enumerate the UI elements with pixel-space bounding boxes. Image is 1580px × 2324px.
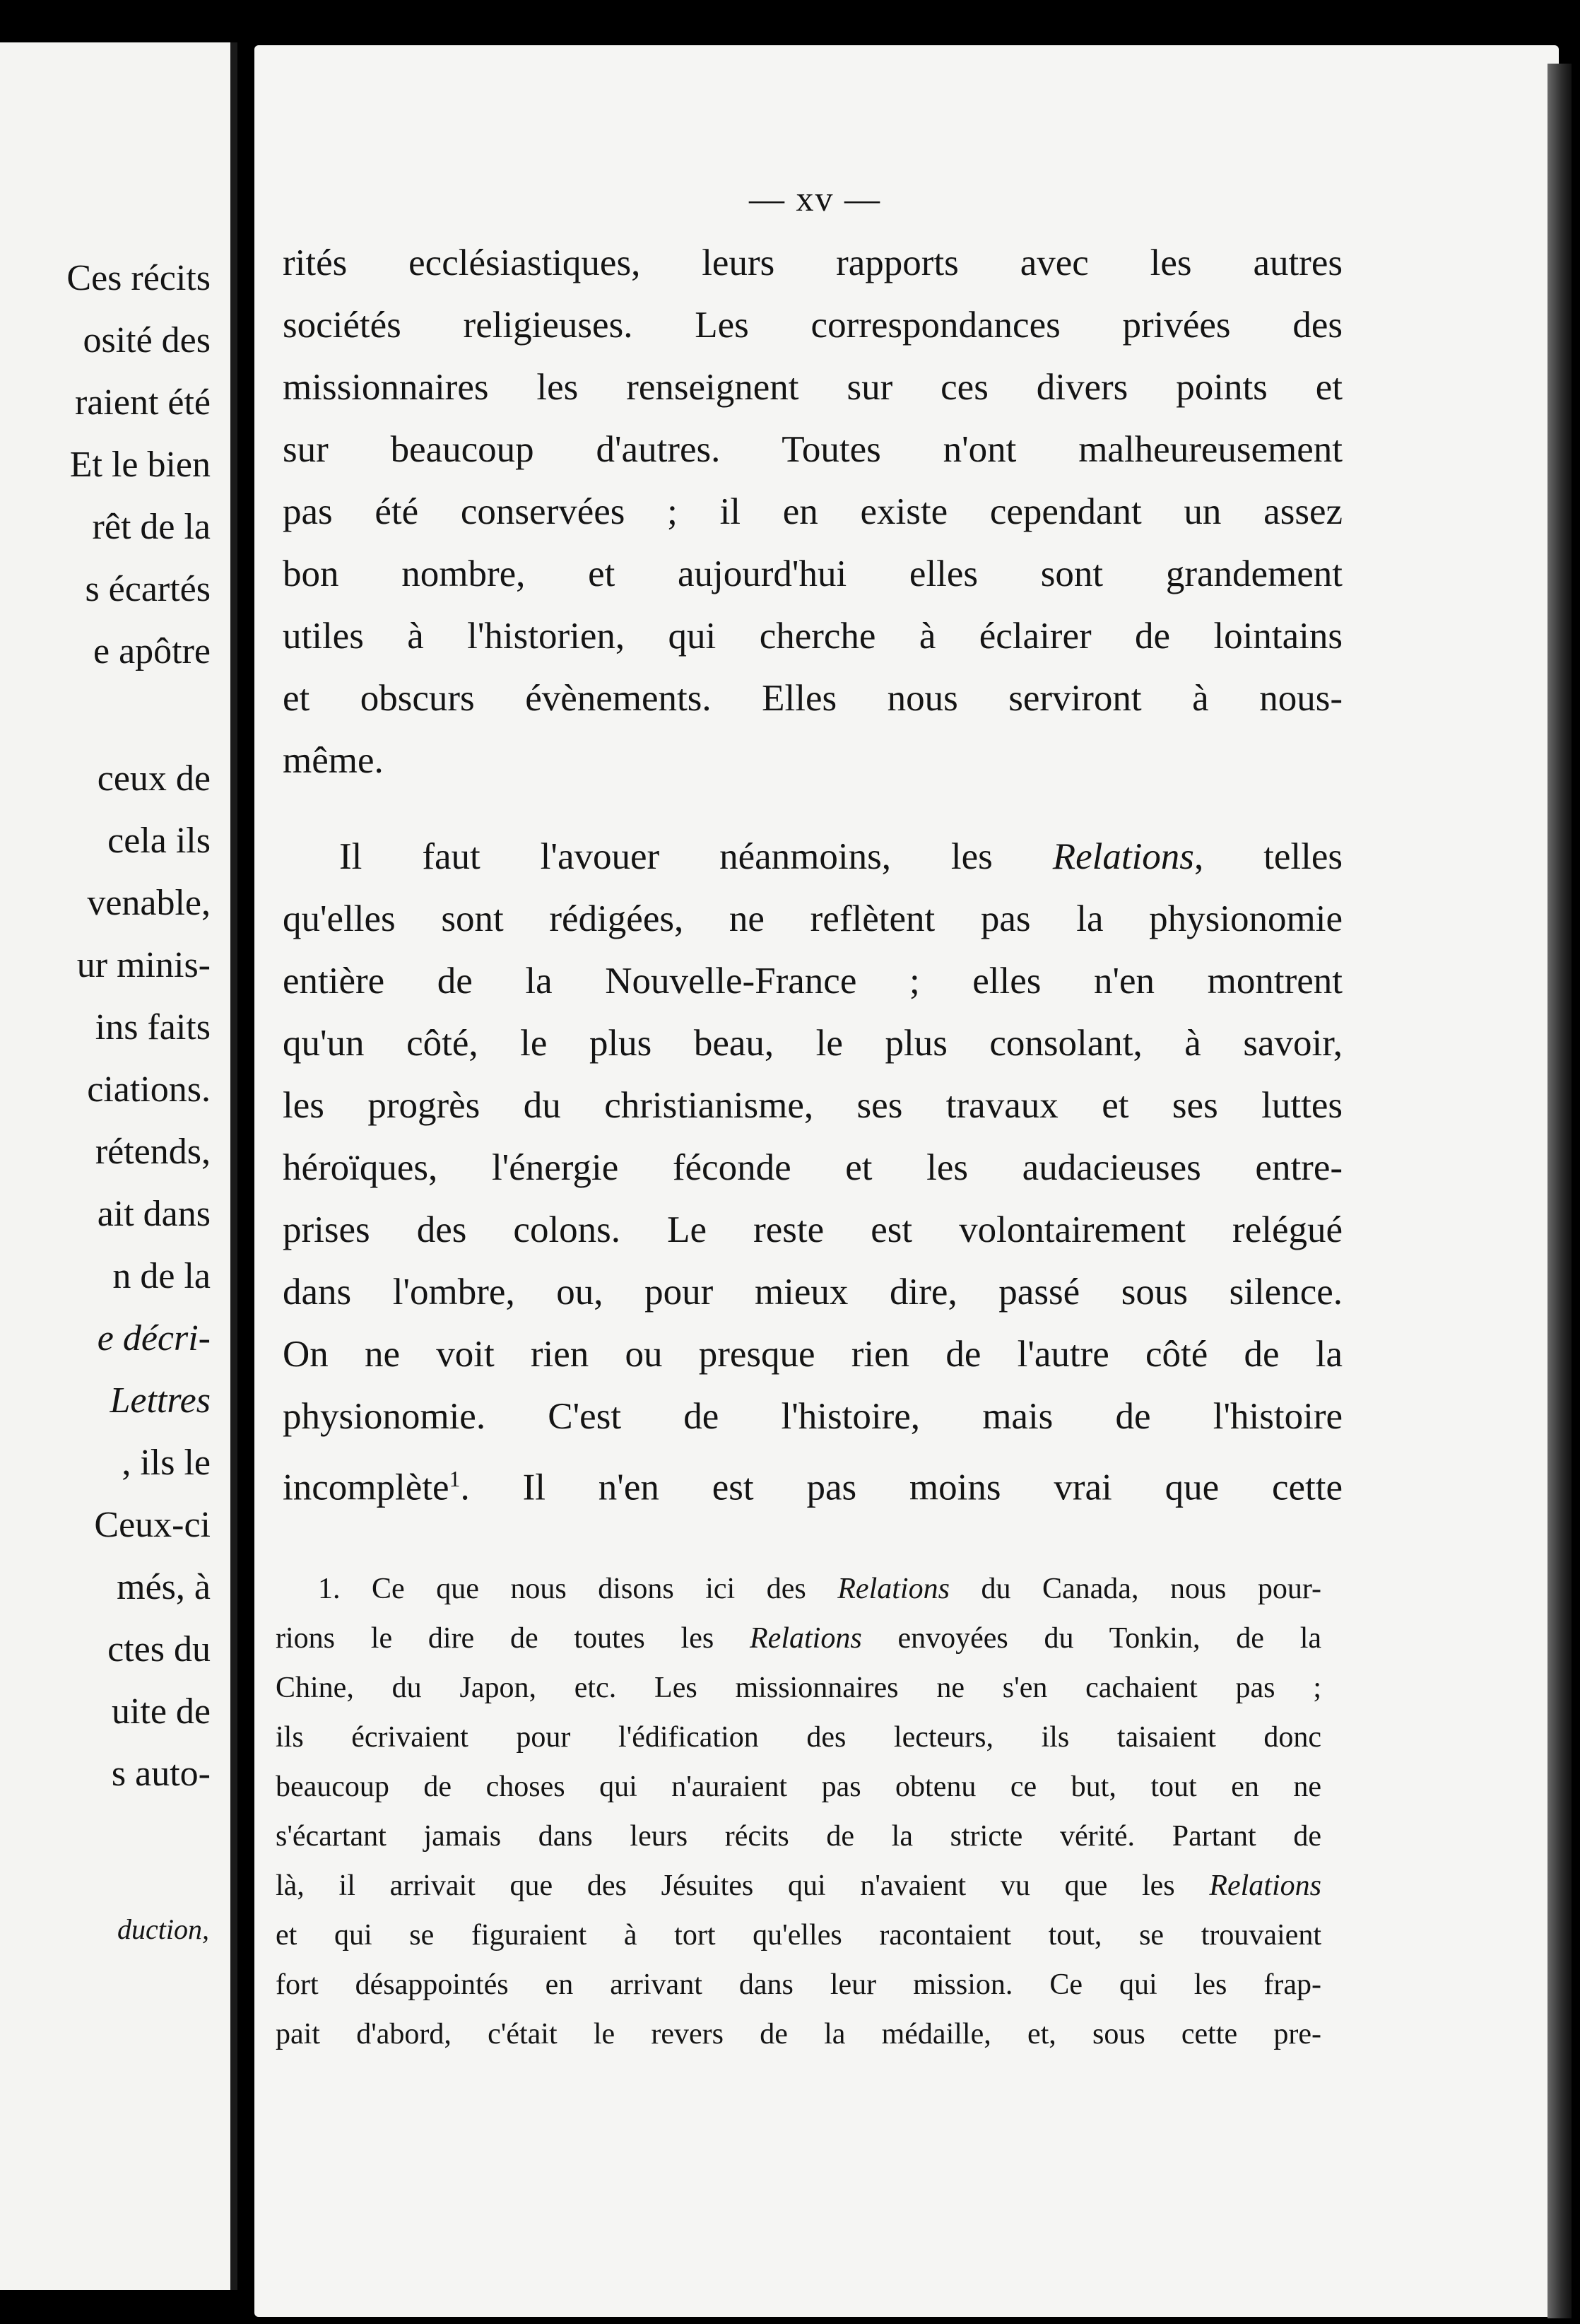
left-line: ciations. <box>87 1069 211 1110</box>
left-line: rétends, <box>95 1132 211 1172</box>
footnote-line: et qui se figuraient à tort qu'elles racontaient tout, se trouvaient <box>276 1919 1321 1952</box>
left-line: Lettres <box>110 1380 211 1421</box>
left-line: osité des <box>83 320 211 360</box>
text-segment: , telles <box>1193 836 1343 877</box>
text-line: qu'un côté, le plus beau, le plus consolant, à savoir, <box>283 1023 1343 1064</box>
left-line: ctes du <box>107 1629 211 1669</box>
text-line: pas été conservées ; il en existe cependant un assez <box>283 491 1343 532</box>
page-number: — xv — <box>749 179 881 218</box>
footnote-line <box>276 1620 1321 1657</box>
text-line: même. <box>283 740 384 781</box>
left-line: raient été <box>75 382 211 423</box>
text-line: entière de la Nouvelle-France ; elles n'en montrent <box>283 961 1343 1002</box>
footnote-line: s'écartant jamais dans leurs récits de la stricte vérité. Partant de <box>276 1820 1321 1853</box>
text-line: sur beaucoup d'autres. Toutes n'ont malheureusement <box>283 429 1343 470</box>
left-line: s auto- <box>111 1754 211 1794</box>
left-line: venable, <box>87 883 211 923</box>
footnote-line <box>276 1867 1321 1904</box>
left-line: ait dans <box>97 1194 211 1234</box>
text-segment: . Il n'en est pas moins vrai que cette <box>460 1467 1343 1508</box>
text-line: prises des colons. Le reste est volontairement relégué <box>283 1209 1343 1250</box>
left-line: e décri- <box>97 1318 211 1358</box>
left-line: Ces récits <box>66 258 211 298</box>
italic-title: Relations <box>837 1573 950 1605</box>
text-line: On ne voit rien ou presque rien de l'autre côté de la <box>283 1334 1343 1375</box>
left-page-fragment <box>0 42 237 2290</box>
text-line: et obscurs évènements. Elles nous serviront à nous- <box>283 678 1343 719</box>
text-segment: incomplète <box>283 1467 449 1508</box>
page-edge-shadow <box>1547 64 1572 2318</box>
left-line: rêt de la <box>92 507 211 547</box>
footnote-marker: 1 <box>449 1466 461 1491</box>
text-line: utiles à l'historien, qui cherche à éclairer de lointains <box>283 616 1343 657</box>
text-segment: 1. Ce que nous disons ici des <box>318 1573 838 1605</box>
left-line: cela ils <box>107 821 211 861</box>
text-line: héroïques, l'énergie féconde et les audacieuses entre- <box>283 1147 1343 1188</box>
left-line: duction, <box>117 1913 209 1945</box>
text-line: qu'elles sont rédigées, ne reflètent pas la physionomie <box>283 898 1343 939</box>
text-segment: rions le dire de toutes les <box>276 1622 750 1655</box>
left-line: Ceux-ci <box>94 1505 211 1545</box>
text-line: bon nombre, et aujourd'hui elles sont grandement <box>283 553 1343 594</box>
italic-title: Relations <box>1209 1870 1321 1902</box>
footnote-line: pait d'abord, c'était le revers de la médaille, et, sous cette pre- <box>276 2018 1321 2050</box>
text-line: missionnaires les renseignent sur ces divers points et <box>283 367 1343 408</box>
text-line: sociétés religieuses. Les correspondances privées des <box>283 305 1343 346</box>
text-line: les progrès du christianisme, ses travaux et ses luttes <box>283 1085 1343 1126</box>
footnote-line: Chine, du Japon, etc. Les missionnaires ne s'en cachaient pas ; <box>276 1672 1321 1704</box>
footnote-line <box>276 1571 1321 1607</box>
left-line: Et le bien <box>69 445 211 485</box>
text-segment: du Canada, nous pour- <box>949 1573 1322 1605</box>
italic-title: Relations <box>1052 836 1194 877</box>
text-line: dans l'ombre, ou, pour mieux dire, passé sous silence. <box>283 1272 1343 1313</box>
text-segment: envoyées du Tonkin, de la <box>861 1622 1322 1655</box>
left-line: ins faits <box>95 1007 211 1047</box>
left-line: , ils le <box>122 1443 211 1483</box>
text-line: rités ecclésiastiques, leurs rapports avec les autres <box>283 242 1343 283</box>
text-line: physionomie. C'est de l'histoire, mais de l'histoire <box>283 1396 1343 1437</box>
text-line <box>283 1456 1343 1510</box>
italic-title: Relations <box>750 1622 862 1655</box>
text-segment: Il faut l'avouer néanmoins, les <box>339 836 1053 877</box>
text-line <box>283 834 1343 879</box>
left-line: s écartés <box>85 569 211 609</box>
left-line: ur minis- <box>76 945 211 985</box>
footnote-line: beaucoup de choses qui n'auraient pas obtenu ce but, tout en ne <box>276 1771 1321 1803</box>
footnote-line: ils écrivaient pour l'édification des lecteurs, ils taisaient donc <box>276 1721 1321 1754</box>
left-line: n de la <box>112 1256 211 1296</box>
left-line: uite de <box>111 1691 211 1732</box>
left-line: e apôtre <box>93 631 211 671</box>
text-segment: là, il arrivait que des Jésuites qui n'avaient vu que les <box>276 1870 1210 1902</box>
left-line: ceux de <box>97 758 211 799</box>
footnote-line: fort désappointés en arrivant dans leur mission. Ce qui les frap- <box>276 1968 1321 2001</box>
left-line: més, à <box>117 1567 211 1607</box>
